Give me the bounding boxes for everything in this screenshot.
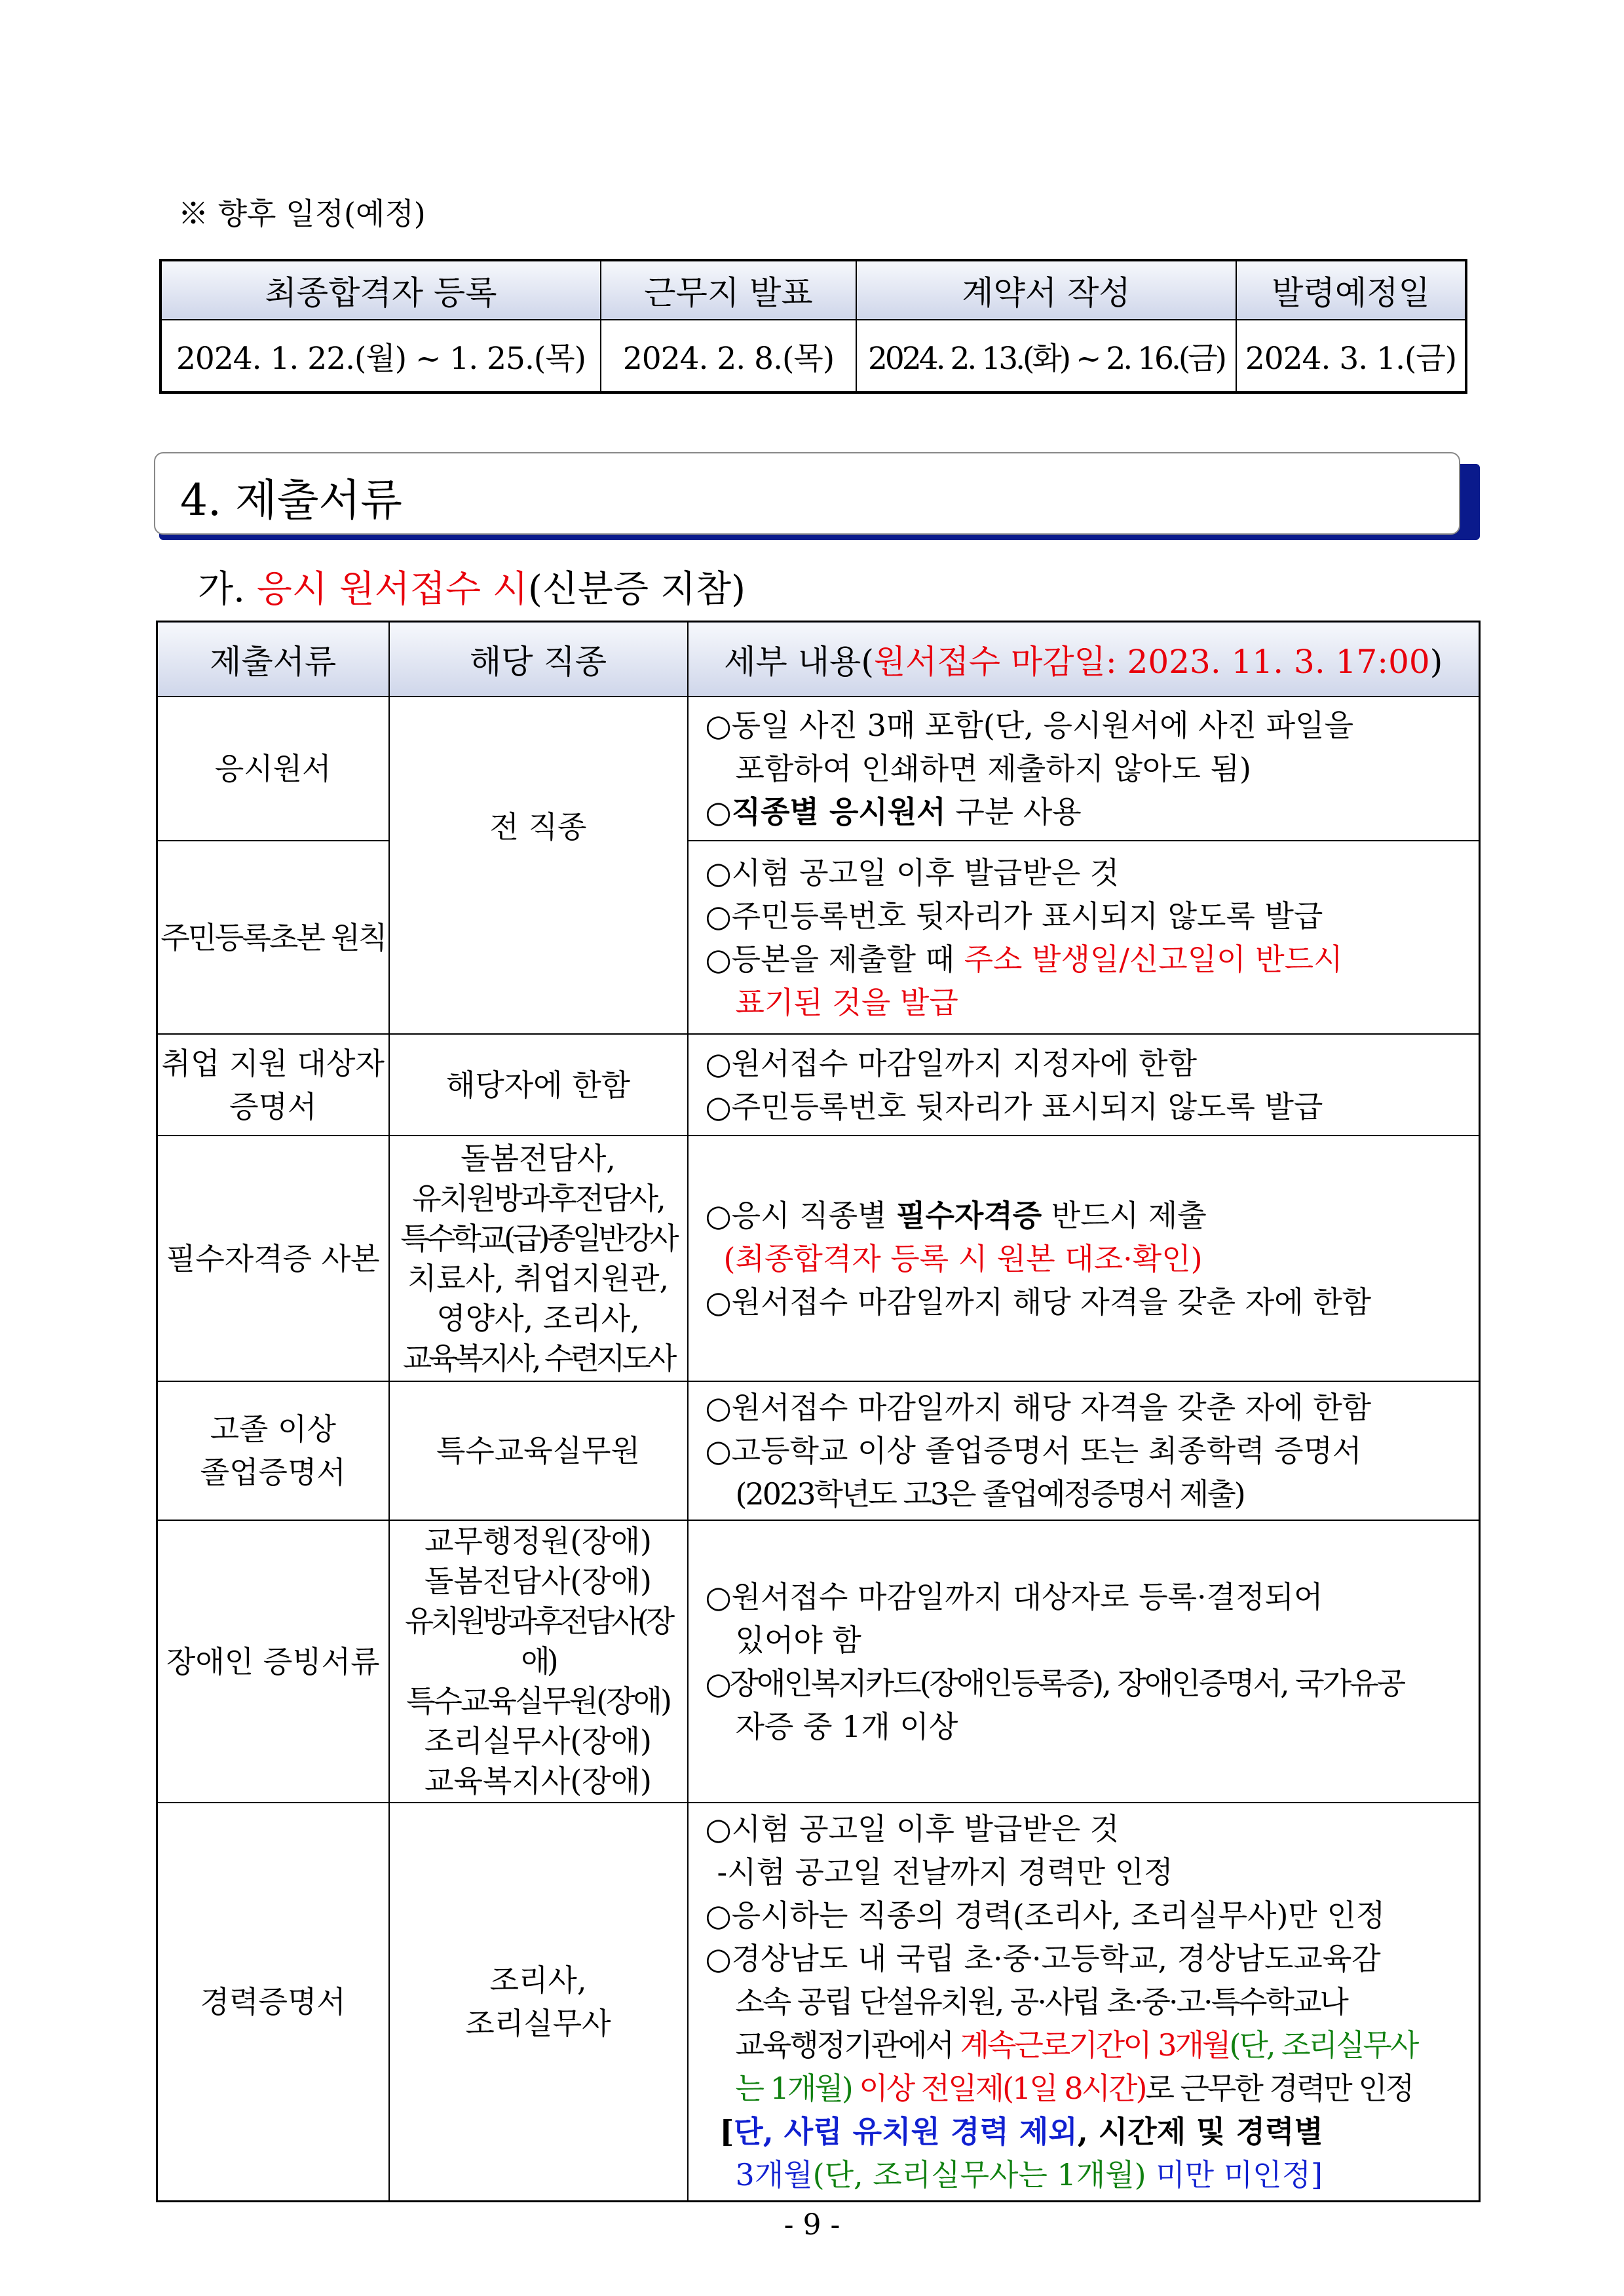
detail-disability-proof (688, 1520, 1480, 1803)
detail-line: ○동일 사진 3매 포함(단, 응시원서에 사진 파일을 (705, 708, 1354, 743)
detail-line-blue: 미만 미인정 (1146, 2157, 1312, 2192)
detail-line: ○고등학교 이상 졸업증명서 또는 최종학력 증명서 (705, 1433, 1362, 1468)
doc-application-form: 응시원서 (157, 697, 389, 841)
table-row (157, 841, 1480, 1034)
schedule-header-row (161, 260, 1466, 320)
table-row (157, 1381, 1480, 1520)
table-row (157, 1520, 1480, 1803)
detail-line: 자증 중 1개 이상 (735, 1708, 958, 1744)
doc-license-copy: 필수자격증 사본 (157, 1136, 389, 1381)
table-row (157, 1136, 1480, 1381)
detail-line-blue: 단, 사립 유치원 경력 제외 (734, 2114, 1078, 2149)
doc-line: 고졸 이상 (210, 1411, 336, 1447)
detail-line: ○원서접수 마감일까지 해당 자격을 갖춘 자에 한함 (705, 1390, 1372, 1425)
job-line: 돌봄전담사, (461, 1140, 616, 1176)
detail-line: ○장애인복지카드(장애인등록증), 장애인증명서, 국가유공 (705, 1665, 1405, 1701)
detail-line: ○응시하는 직종의 경력(조리사, 조리실무사)만 인정 (705, 1898, 1386, 1933)
detail-line-blue: 3개월 (735, 2157, 813, 2192)
sub-heading-suffix: (신분증 지참) (527, 568, 746, 611)
page-number: - 9 - (784, 2208, 840, 2242)
detail-line-suffix: 구분 사용 (945, 794, 1082, 830)
documents-table (156, 621, 1481, 2202)
job-disability-list (389, 1520, 688, 1803)
detail-line-bracket: [ (719, 2114, 734, 2149)
detail-line-green: 는 1개월) (735, 2071, 852, 2106)
job-line: 특수학교(급)종일반강사 (400, 1220, 676, 1256)
detail-line-prefix: 교육행정기관에서 (735, 2027, 960, 2063)
detail-line: -시험 공고일 전날까지 경력만 인정 (717, 1854, 1173, 1890)
table-row (157, 1803, 1480, 2202)
job-special-education: 특수교육실무원 (389, 1381, 688, 1520)
documents-header-row (157, 622, 1480, 697)
header-detail-deadline: 원서접수 마감일: 2023. 11. 3. 17:00 (873, 643, 1430, 681)
detail-line: ○시험 공고일 이후 발급받은 것 (705, 1811, 1120, 1846)
detail-graduation-certificate (688, 1381, 1480, 1520)
doc-line: 증명서 (229, 1088, 317, 1124)
job-license-list (389, 1136, 688, 1381)
detail-line-suffix: 로 근무한 경력만 인정 (1145, 2071, 1413, 2106)
detail-line-red: (최종합격자 등록 시 원본 대조·확인) (723, 1240, 1203, 1276)
detail-employment-support (688, 1034, 1480, 1136)
detail-career-certificate (688, 1803, 1480, 2202)
detail-line-bold: 직종별 응시원서 (731, 794, 946, 830)
section-header (154, 452, 1481, 544)
schedule-table (159, 259, 1467, 394)
detail-line-red: 계속근로기간이 3개월 (960, 2027, 1230, 2063)
detail-license-copy (688, 1136, 1480, 1381)
detail-line-red: 표기된 것을 발급 (735, 984, 958, 1020)
detail-line-prefix: ○등본을 제출할 때 (705, 941, 964, 977)
detail-line-prefix: ○ (705, 794, 732, 830)
job-line: 교무행정원(장애) (425, 1523, 652, 1559)
detail-resident-abstract (688, 841, 1480, 1034)
detail-line-prefix: ○응시 직종별 (705, 1197, 897, 1233)
detail-line (706, 938, 1470, 981)
job-cook (389, 1803, 688, 2202)
detail-line-red: 주소 발생일/신고일이 반드시 (964, 941, 1343, 977)
doc-graduation-certificate (157, 1381, 389, 1520)
section-header-box (154, 452, 1460, 535)
job-line: 특수교육실무원(장애) (406, 1683, 670, 1719)
schedule-header-cell: 최종합격자 등록 (161, 260, 601, 320)
header-doc: 제출서류 (157, 622, 389, 697)
schedule-header-cell: 근무지 발표 (601, 260, 856, 320)
detail-line-bold: , 시간제 및 경력별 (1077, 2114, 1323, 2149)
doc-employment-support (157, 1034, 389, 1136)
detail-line (706, 2023, 1470, 2067)
header-job: 해당 직종 (389, 622, 688, 697)
sub-heading-highlight: 응시 원서접수 시 (256, 568, 528, 611)
detail-line (706, 2067, 1470, 2110)
doc-disability-proof: 장애인 증빙서류 (157, 1520, 389, 1803)
detail-line: ○원서접수 마감일까지 지정자에 한함 (705, 1045, 1198, 1081)
detail-line-suffix: 반드시 제출 (1042, 1197, 1207, 1233)
table-row (157, 1034, 1480, 1136)
detail-line: 포함하여 인쇄하면 제출하지 않아도 됨) (735, 751, 1251, 786)
job-line: 교육복지사, 수련지도사 (402, 1340, 674, 1376)
detail-line (706, 1194, 1470, 1237)
detail-line: 소속 공립 단설유치원, 공·사립 초·중·고·특수학교나 (735, 1984, 1347, 2019)
detail-line (706, 2110, 1470, 2153)
job-line: 영양사, 조리사, (436, 1300, 640, 1336)
detail-line: (2023학년도 고3은 졸업예정증명서 제출) (735, 1476, 1244, 1512)
detail-line-red: 이상 전일제(1일 8시간) (851, 2071, 1146, 2106)
job-line: 교육복지사(장애) (425, 1763, 652, 1799)
doc-line: 취업 지원 대상자 (161, 1045, 385, 1081)
detail-application-form (688, 697, 1480, 841)
job-line: 조리사, (489, 1962, 587, 1998)
schedule-date-row (161, 320, 1466, 392)
detail-line (706, 790, 1470, 833)
schedule-date-cell: 2024. 3. 1.(금) (1236, 320, 1466, 392)
header-detail-suffix: ) (1429, 643, 1443, 681)
detail-line: 있어야 함 (735, 1622, 861, 1658)
schedule-date-cell: 2024. 1. 22.(월) ~ 1. 25.(목) (161, 320, 601, 392)
detail-line-bracket: ] (1311, 2157, 1323, 2192)
doc-career-certificate: 경력증명서 (157, 1803, 389, 2202)
job-line: 치료사, 취업지원관, (407, 1260, 670, 1296)
schedule-note: ※ 향후 일정(예정) (178, 196, 426, 231)
detail-line (706, 2153, 1470, 2196)
detail-line-bold: 필수자격증 (896, 1197, 1042, 1233)
schedule-header-cell: 발령예정일 (1236, 260, 1466, 320)
sub-heading (198, 560, 746, 613)
detail-line: ○시험 공고일 이후 발급받은 것 (705, 854, 1120, 890)
schedule-date-cell: 2024. 2. 8.(목) (601, 320, 856, 392)
header-detail (688, 622, 1480, 697)
job-line: 조리실무사 (465, 2006, 611, 2041)
sub-heading-prefix: 가. (198, 568, 257, 611)
job-line: 조리실무사(장애) (425, 1723, 652, 1759)
job-applicable-only: 해당자에 한함 (389, 1034, 688, 1136)
detail-line-green: (단, 조리실무사는 1개월) (812, 2157, 1146, 2192)
detail-line: ○경상남도 내 국립 초·중·고등학교, 경상남도교육감 (705, 1941, 1381, 1976)
detail-line-green: (단, 조리실무사 (1229, 2027, 1418, 2063)
doc-resident-abstract: 주민등록초본 원칙 (157, 841, 389, 1034)
job-line: 유치원방과후전담사, (412, 1180, 664, 1216)
job-line: 돌봄전담사(장애) (425, 1563, 652, 1599)
table-row (157, 697, 1480, 841)
detail-line: ○주민등록번호 뒷자리가 표시되지 않도록 발급 (705, 1088, 1323, 1124)
header-detail-prefix: 세부 내용( (724, 643, 874, 681)
doc-line: 졸업증명서 (200, 1455, 346, 1490)
schedule-date-cell: 2024. 2. 13.(화) ~ 2. 16.(금) (856, 320, 1236, 392)
detail-line: ○원서접수 마감일까지 해당 자격을 갖춘 자에 한함 (705, 1284, 1372, 1320)
schedule-header-cell: 계약서 작성 (856, 260, 1236, 320)
detail-line: ○주민등록번호 뒷자리가 표시되지 않도록 발급 (705, 898, 1323, 934)
job-all: 전 직종 (389, 697, 688, 1034)
job-line: 유치원방과후전담사(장애) (404, 1603, 672, 1679)
detail-line: ○원서접수 마감일까지 대상자로 등록·결정되어 (705, 1578, 1323, 1615)
section-title: 4. 제출서류 (180, 475, 402, 526)
